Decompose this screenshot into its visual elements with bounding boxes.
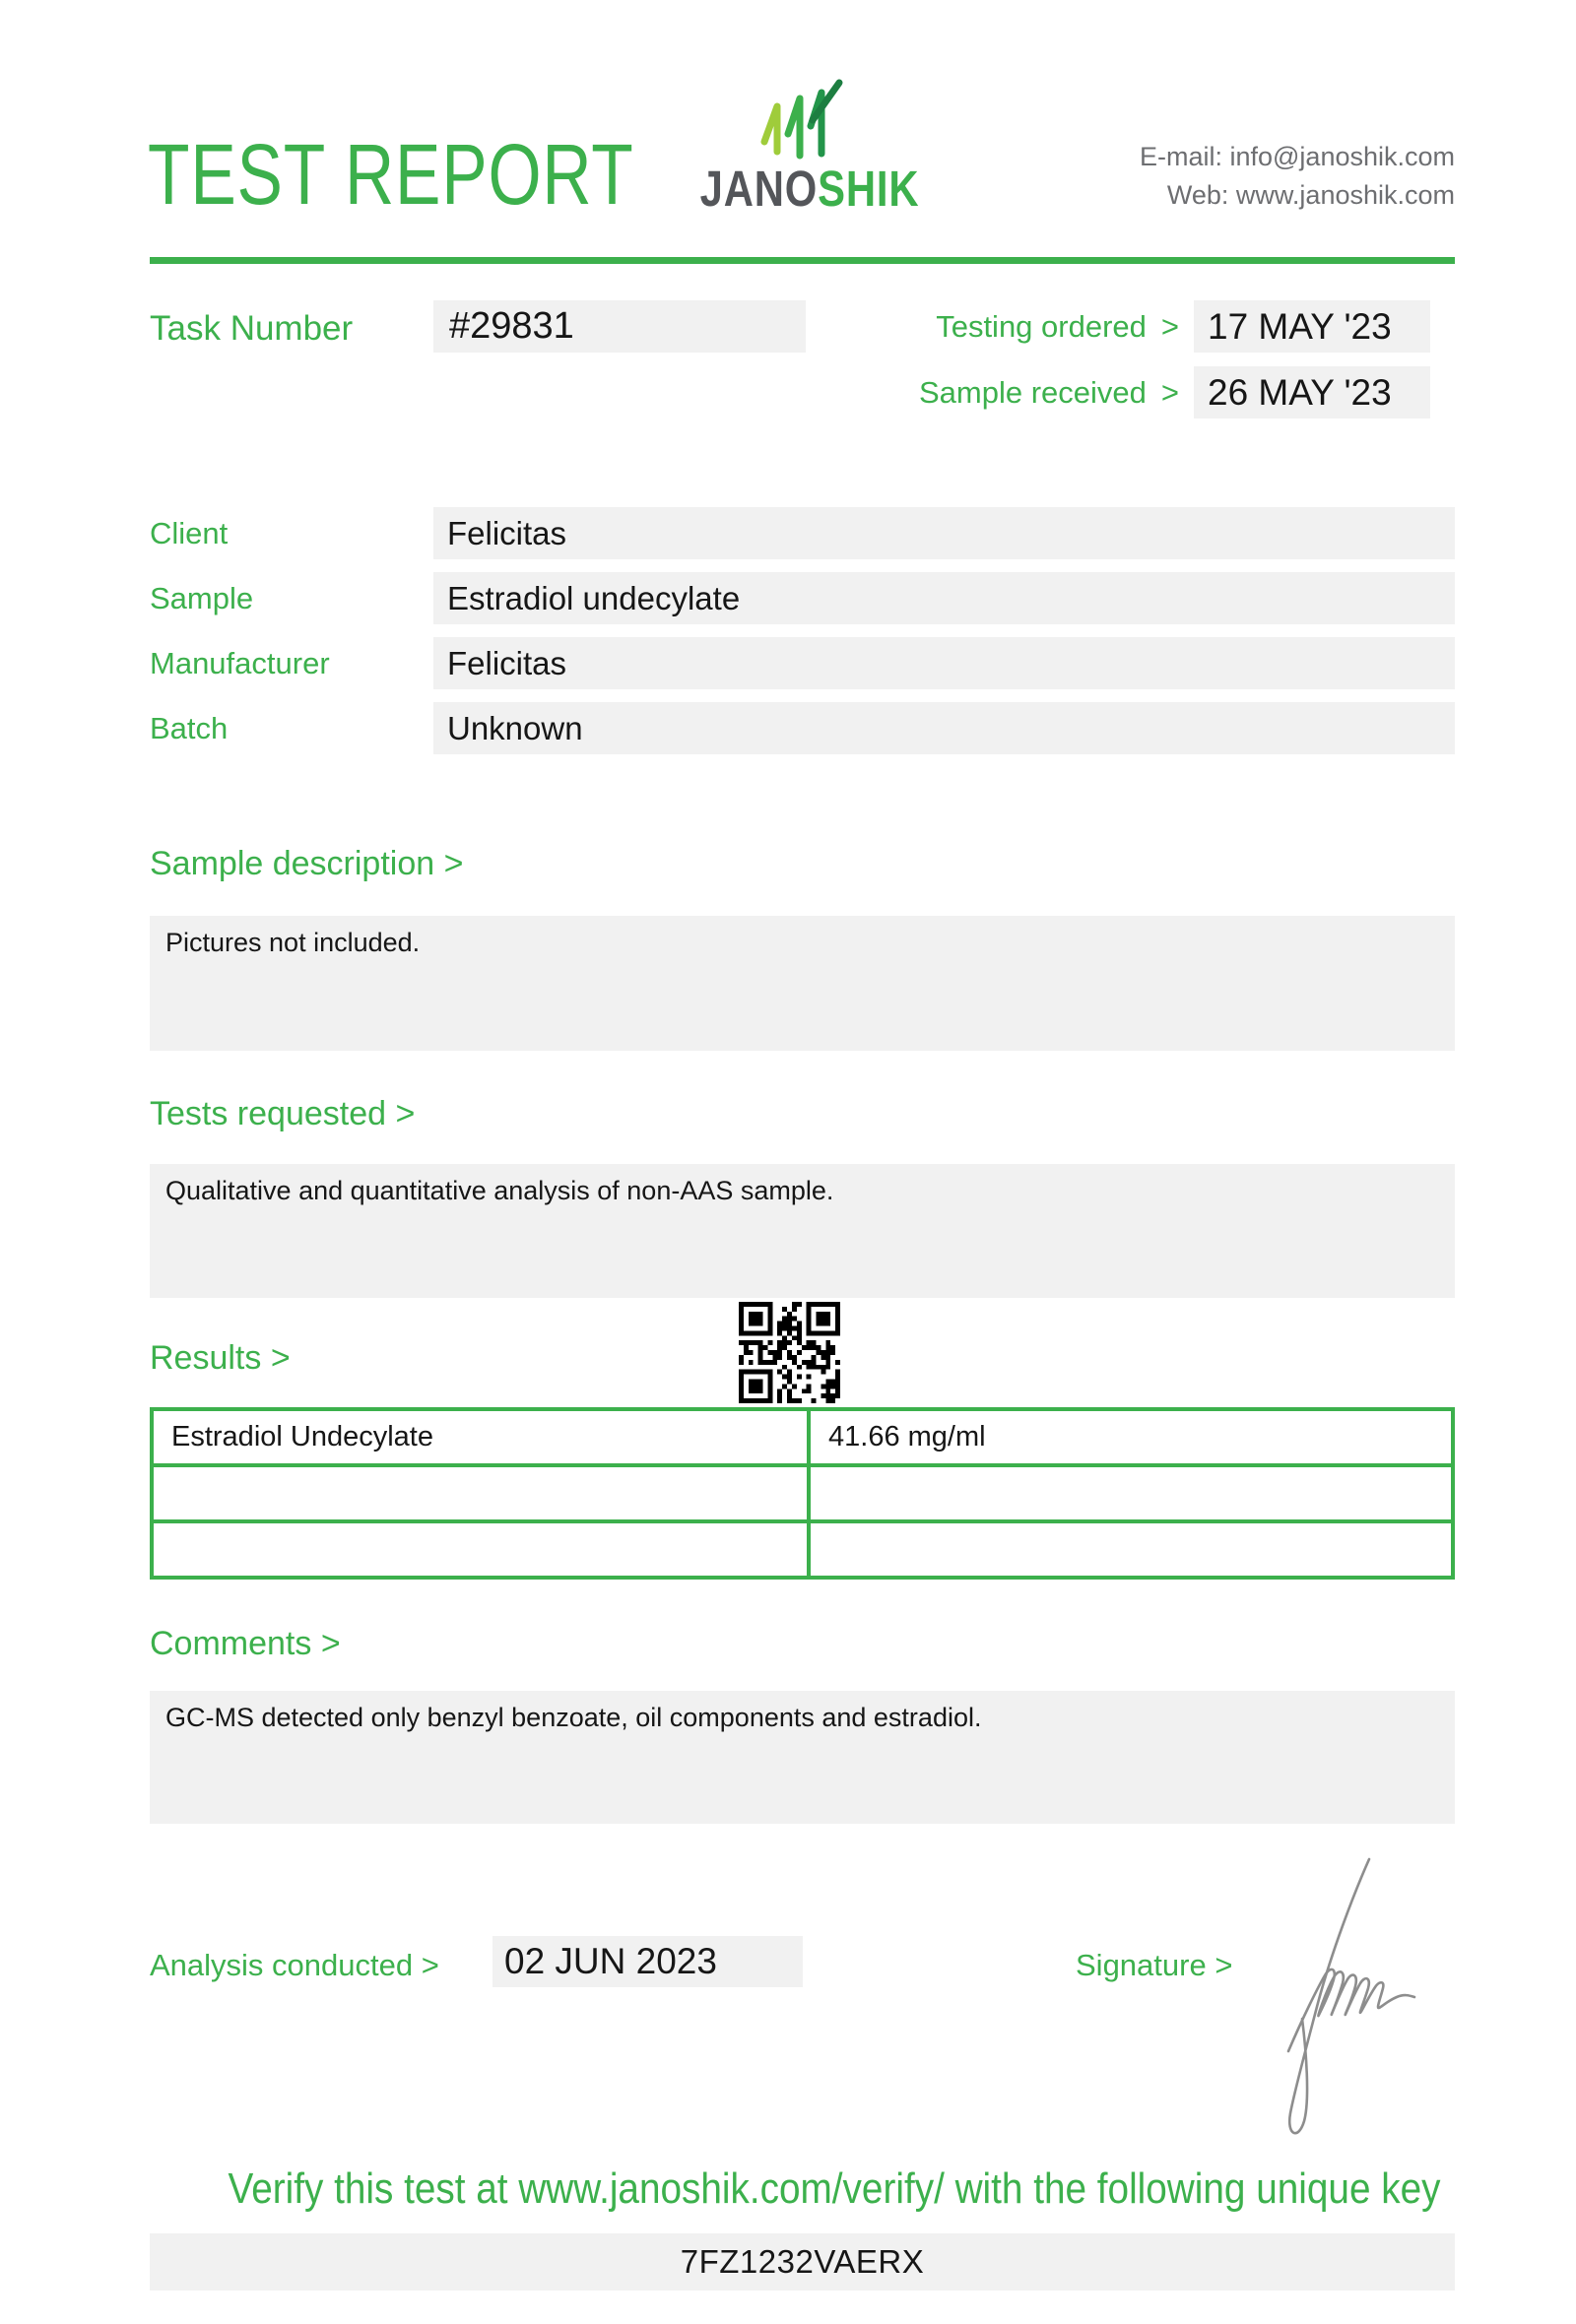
verify-instruction: Verify this test at www.janoshik.com/verify/ with the following unique key xyxy=(228,2164,1441,2213)
growth-chart-icon xyxy=(751,77,849,161)
result-value-cell xyxy=(809,1465,1453,1521)
comments-heading: Comments > xyxy=(150,1625,341,1662)
sample-received-label: Sample received xyxy=(918,374,1147,410)
detail-row-manufacturer xyxy=(0,637,1576,689)
analysis-conducted-value: 02 JUN 2023 xyxy=(492,1936,803,1987)
sample-description-heading: Sample description > xyxy=(150,845,464,882)
logo-wordmark-dark: JANO xyxy=(699,161,819,217)
task-number-value: #29831 xyxy=(433,300,806,353)
testing-ordered-label: Testing ordered xyxy=(936,308,1147,344)
header-divider xyxy=(150,257,1455,264)
result-name-cell xyxy=(152,1465,809,1521)
detail-row-sample xyxy=(0,572,1576,624)
page-title: TEST REPORT xyxy=(148,127,634,223)
qr-code xyxy=(739,1302,840,1403)
detail-row-client xyxy=(0,507,1576,559)
logo-wordmark-green: SHIK xyxy=(818,161,920,217)
sample-received-arrow: > xyxy=(1160,374,1179,410)
testing-ordered-arrow: > xyxy=(1160,308,1179,344)
manufacturer-value: Felicitas xyxy=(433,637,1455,689)
results-heading: Results > xyxy=(150,1339,291,1377)
sample-value: Estradiol undecylate xyxy=(433,572,1455,624)
table-row xyxy=(152,1465,1453,1521)
table-row xyxy=(152,1521,1453,1578)
analysis-conducted-label: Analysis conducted > xyxy=(150,1948,439,1982)
testing-ordered-value: 17 MAY '23 xyxy=(1194,300,1430,353)
results-table xyxy=(150,1407,1455,1580)
contact-web-line xyxy=(1140,176,1455,215)
result-name-cell xyxy=(152,1521,809,1578)
client-label: Client xyxy=(150,516,229,550)
web-label: Web: xyxy=(1166,180,1229,211)
table-row xyxy=(152,1409,1453,1465)
web-value: www.janoshik.com xyxy=(1235,180,1455,211)
manufacturer-label: Manufacturer xyxy=(150,646,330,680)
sample-description-box: Pictures not included. xyxy=(150,916,1455,1051)
email-value: info@janoshik.com xyxy=(1229,142,1455,171)
batch-value: Unknown xyxy=(433,702,1455,754)
task-number-label: Task Number xyxy=(150,309,354,348)
comments-box: GC-MS detected only benzyl benzoate, oil components and estradiol. xyxy=(150,1691,1455,1824)
signature-label: Signature > xyxy=(1076,1948,1233,1982)
result-value-cell xyxy=(809,1521,1453,1578)
unique-key-value: 7FZ1232VAERX xyxy=(150,2233,1455,2291)
testing-ordered-row xyxy=(788,300,1430,353)
result-value-cell: 41.66 mg/ml xyxy=(809,1409,1453,1465)
result-name-cell: Estradiol Undecylate xyxy=(152,1409,809,1465)
sample-label: Sample xyxy=(150,581,254,615)
email-label: E-mail: xyxy=(1139,142,1222,171)
tests-requested-box: Qualitative and quantitative analysis of non-AAS sample. xyxy=(150,1164,1455,1298)
batch-label: Batch xyxy=(150,711,229,745)
logo-wordmark xyxy=(699,161,920,217)
sample-received-row xyxy=(788,366,1430,419)
detail-row-batch xyxy=(0,702,1576,754)
client-value: Felicitas xyxy=(433,507,1455,559)
sample-received-value: 26 MAY '23 xyxy=(1194,366,1430,419)
tests-requested-heading: Tests requested > xyxy=(150,1095,416,1132)
contact-block xyxy=(1140,138,1455,215)
contact-email-line xyxy=(1140,138,1455,176)
signature-image xyxy=(1259,1849,1426,2160)
